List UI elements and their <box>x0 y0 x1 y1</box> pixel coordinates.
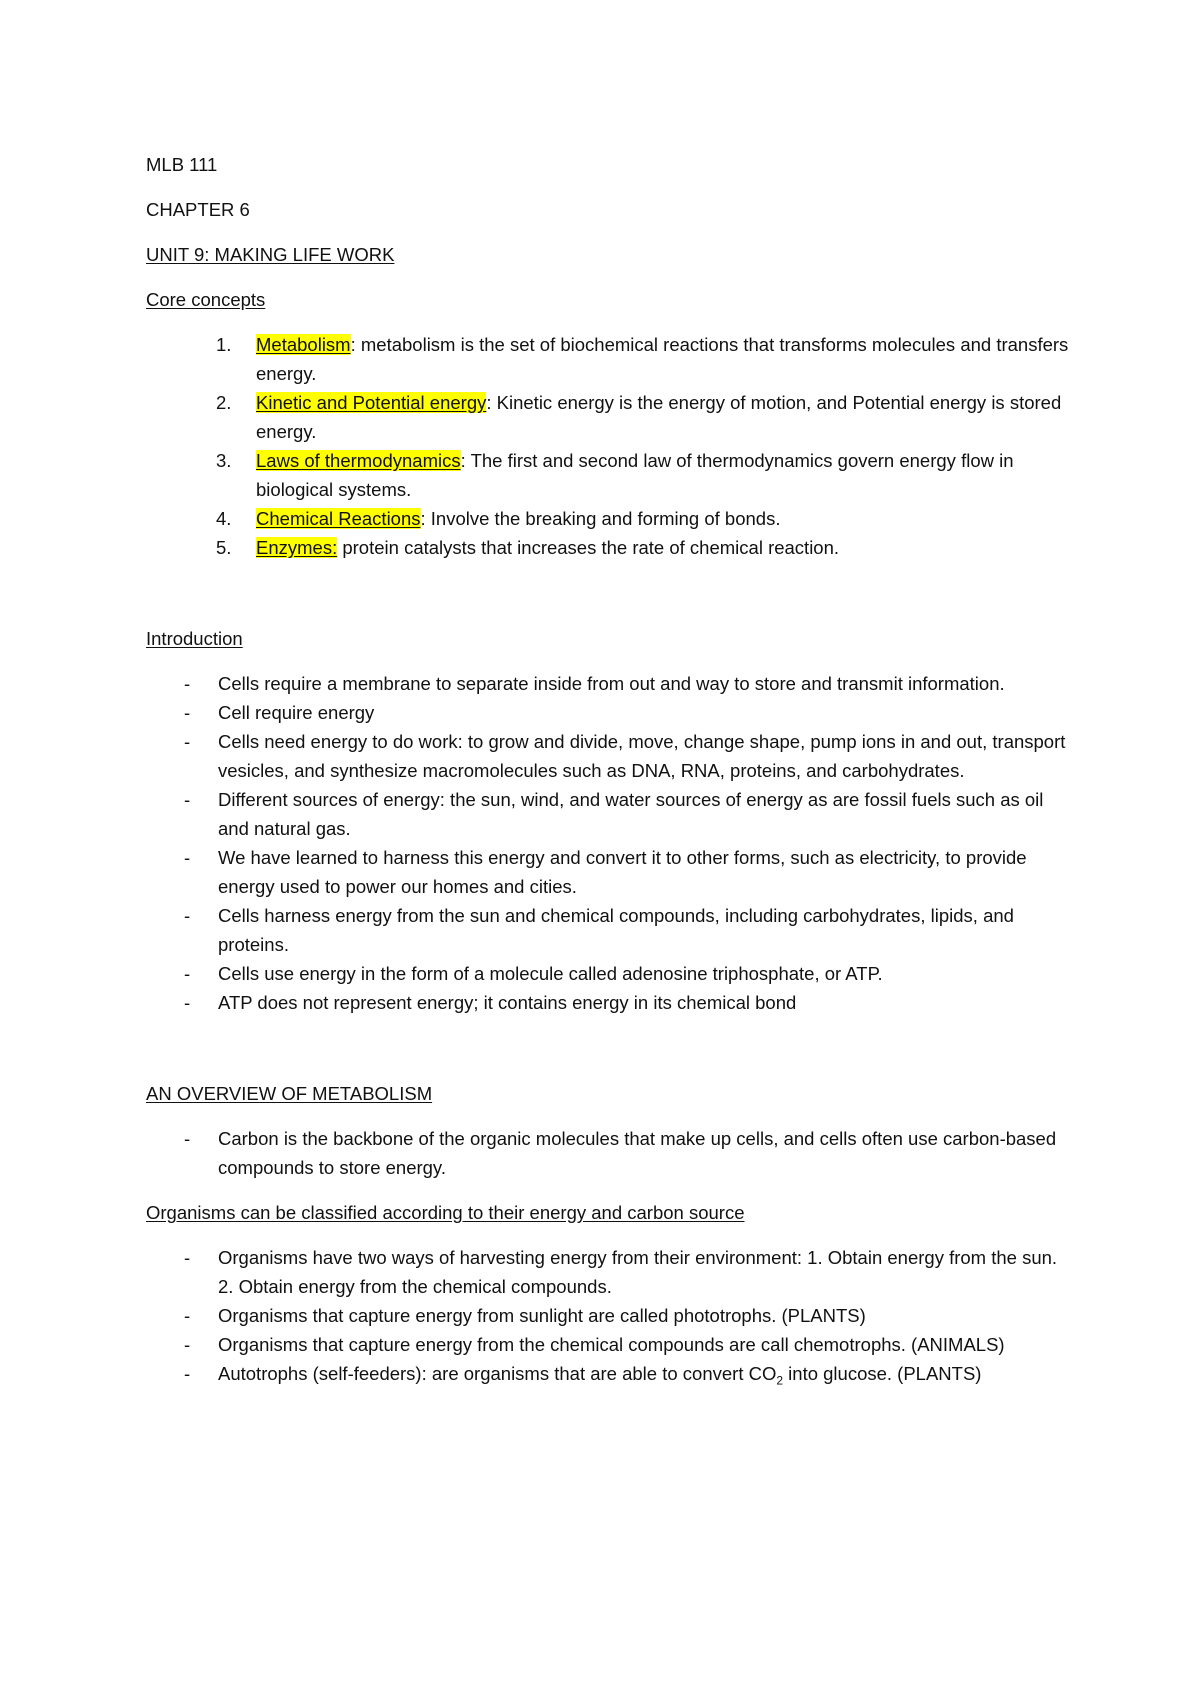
term-highlight: Kinetic and Potential energy <box>256 392 487 413</box>
list-item: - Cells harness energy from the sun and chemical compounds, including carbohydrates, lipids, and proteins. <box>184 905 1014 955</box>
list-item: 5. Enzymes: protein catalysts that increases the rate of chemical reaction. <box>216 537 840 558</box>
list-item: - Different sources of energy: the sun, wind, and water sources of energy as are fossil fuels such as oil and natural gas. <box>184 789 1044 839</box>
list-item: - Organisms that capture energy from the chemical compounds are call chemotrophs. (ANIMALS) <box>184 1334 1005 1355</box>
spacer <box>146 562 1076 624</box>
term-highlight: Chemical Reactions <box>256 508 421 529</box>
list-item: 1. Metabolism: metabolism is the set of biochemical reactions that transforms molecules and transfers energy. <box>216 334 1069 384</box>
introduction-heading: Introduction <box>146 628 243 649</box>
list-item: 3. Laws of thermodynamics: The first and second law of thermodynamics govern energy flow in biological systems. <box>216 450 1014 500</box>
core-concepts-list <box>146 330 1076 562</box>
overview-list <box>146 1124 1076 1182</box>
core-concepts-heading: Core concepts <box>146 289 266 310</box>
overview-heading: AN OVERVIEW OF METABOLISM <box>146 1083 433 1104</box>
list-item: - Organisms that capture energy from sunlight are called phototrophs. (PLANTS) <box>184 1305 866 1326</box>
list-item: - We have learned to harness this energy and convert it to other forms, such as electricity, to provide energy used to power our homes and cities. <box>184 847 1027 897</box>
list-item: - Carbon is the backbone of the organic molecules that make up cells, and cells often use carbon-based compounds to store energy. <box>184 1128 1057 1178</box>
list-item: 4. Chemical Reactions: Involve the breaking and forming of bonds. <box>216 508 781 529</box>
list-item: 2. Kinetic and Potential energy: Kinetic energy is the energy of motion, and Potential energy is stored energy. <box>216 392 1062 442</box>
list-item: - Cell require energy <box>184 702 375 723</box>
list-item: - Autotrophs (self-feeders): are organisms that are able to convert $CO_2$ into glucose. (PLANTS) <box>184 1363 982 1388</box>
list-item: - Cells require a membrane to separate inside from out and way to store and transmit information. <box>184 673 1005 694</box>
list-item: - ATP does not represent energy; it contains energy in its chemical bond <box>184 992 797 1013</box>
unit-title: UNIT 9: MAKING LIFE WORK <box>146 244 395 265</box>
spacer <box>146 1017 1076 1079</box>
organisms-list <box>146 1243 1076 1388</box>
term-highlight: Laws of thermodynamics <box>256 450 461 471</box>
list-item: - Cells use energy in the form of a molecule called adenosine triphosphate, or ATP. <box>184 963 883 984</box>
list-item: - Cells need energy to do work: to grow and divide, move, change shape, pump ions in and out, transport vesicles, and synthesize macromolecules such as DNA, RNA, proteins, and carbohydrates. <box>184 731 1066 781</box>
document-page <box>146 150 1076 1388</box>
term-highlight: Metabolism <box>256 334 351 355</box>
list-item: - Organisms have two ways of harvesting energy from their environment: 1. Obtain energy from the sun. 2. Obtain energy from the chemical compounds. <box>184 1247 1058 1297</box>
chapter-title: CHAPTER 6 <box>146 199 250 220</box>
term-highlight: Enzymes: <box>256 537 338 558</box>
spacer <box>146 1182 1076 1198</box>
course-code: MLB 111 <box>146 154 218 175</box>
introduction-list <box>146 669 1076 1017</box>
organisms-heading: Organisms can be classified according to their energy and carbon source <box>146 1202 745 1223</box>
